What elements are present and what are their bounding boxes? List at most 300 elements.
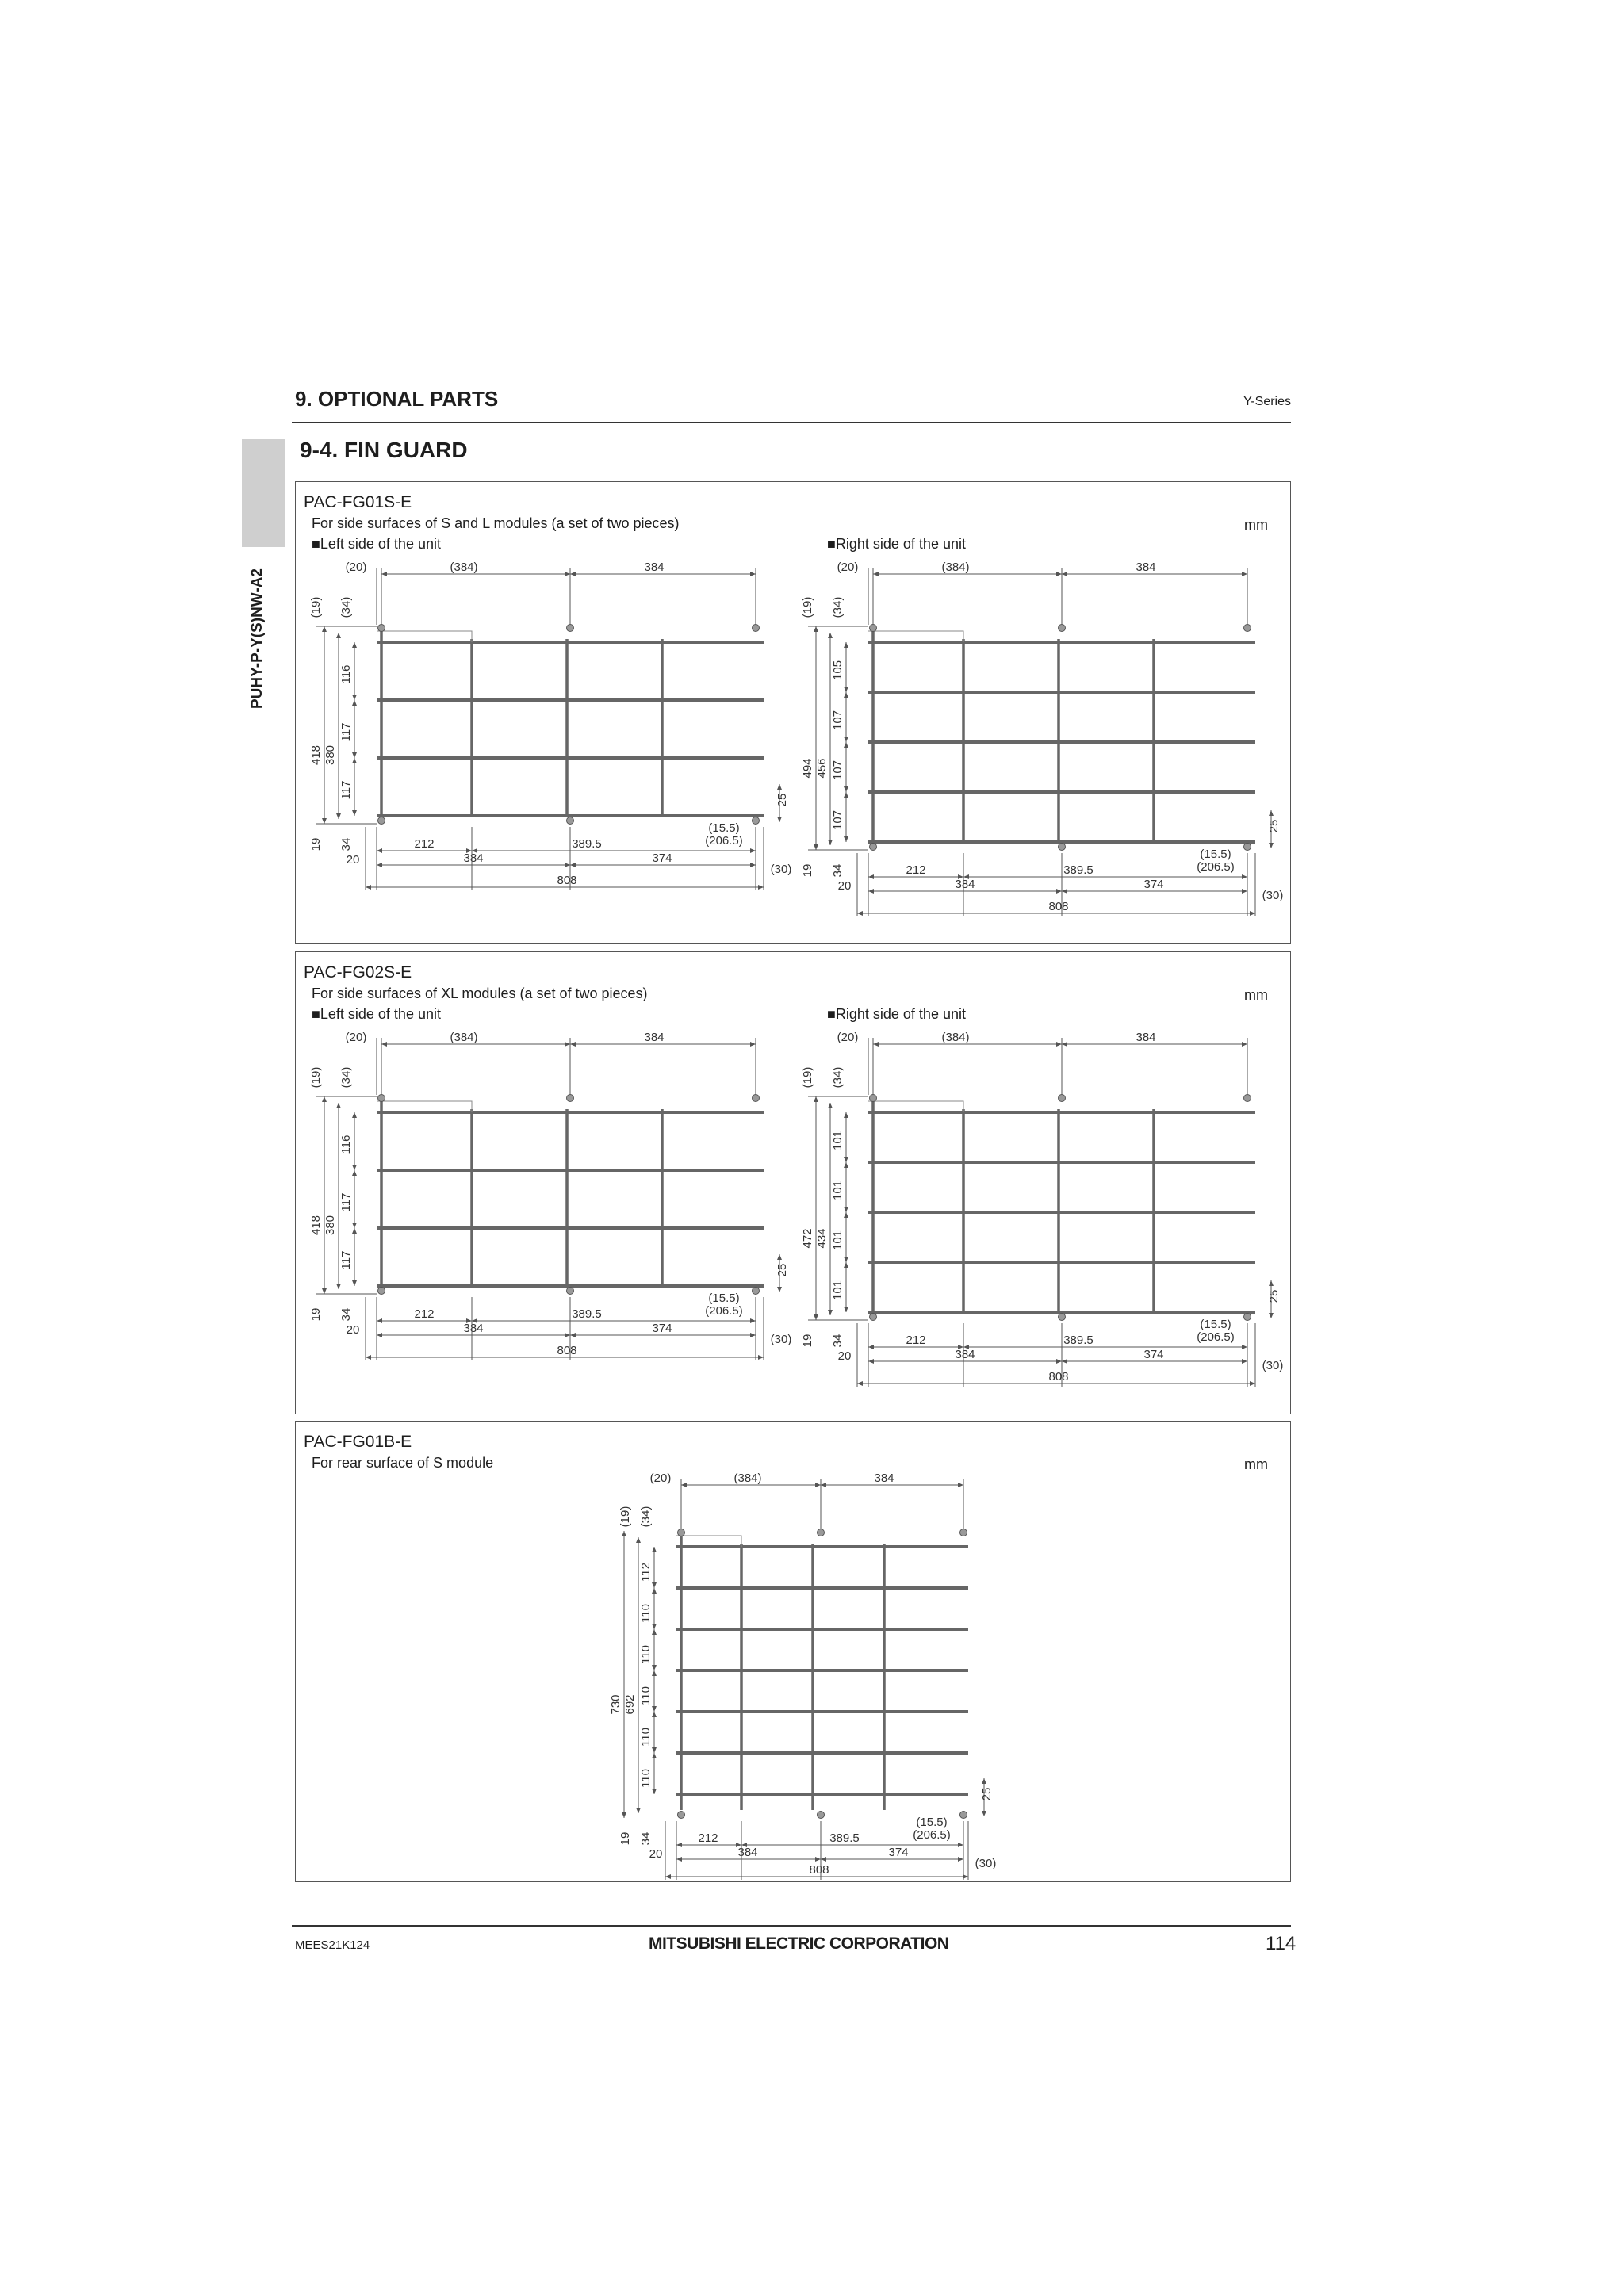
- dim-row-pitch: 117: [339, 1192, 353, 1212]
- arrow-head: [636, 1537, 641, 1543]
- dim-v-bot-b: 34: [831, 1334, 845, 1348]
- dim-212: 212: [698, 1831, 718, 1845]
- arrow-head: [1242, 1345, 1247, 1349]
- arrow-head: [758, 1355, 764, 1360]
- dim-389-5: 389.5: [1063, 863, 1094, 877]
- arrow-head: [1242, 874, 1247, 879]
- arrow-head: [758, 885, 764, 890]
- mounting-ring: [870, 844, 877, 851]
- arrow-head: [352, 1280, 357, 1286]
- arrow-head: [352, 1228, 357, 1234]
- arrow-head: [570, 1333, 576, 1337]
- arrow-head: [844, 786, 848, 792]
- arrow-head: [652, 1789, 657, 1794]
- arrow-head: [652, 1706, 657, 1712]
- fin-guard-drawings: [296, 1422, 1290, 1881]
- dim-20: 20: [837, 879, 852, 893]
- dim-row-pitch: 117: [339, 780, 353, 800]
- dim-inner-height: 692: [623, 1694, 637, 1715]
- arrow-head: [352, 700, 357, 706]
- dim-top-span: 384: [1136, 561, 1156, 574]
- arrow-head: [565, 1042, 570, 1047]
- dim-v-top-a: (19): [619, 1506, 632, 1528]
- arrow-head: [750, 1333, 756, 1337]
- dim-206-5: (206.5): [1197, 860, 1235, 874]
- arrow-head: [352, 1170, 357, 1176]
- dim-15-5: (15.5): [916, 1816, 948, 1829]
- guard-outline: [377, 1101, 472, 1112]
- mounting-ring: [567, 817, 574, 825]
- arrow-head: [777, 1287, 782, 1292]
- arrow-head: [868, 1345, 874, 1349]
- mounting-ring: [1059, 1095, 1066, 1102]
- arrow-head: [828, 1310, 833, 1315]
- dim-206-5: (206.5): [913, 1828, 951, 1842]
- dim-top-offset: (20): [837, 561, 859, 574]
- header-rule: [292, 422, 1291, 423]
- dim-row-pitch: 105: [831, 660, 845, 681]
- arrow-head: [352, 1223, 357, 1228]
- dim-overall-height: 472: [801, 1228, 814, 1249]
- arrow-head: [352, 752, 357, 758]
- dim-30: (30): [770, 1333, 792, 1346]
- arrow-head: [352, 695, 357, 700]
- dim-374: 374: [652, 851, 672, 865]
- dim-row-pitch: 110: [639, 1604, 653, 1623]
- arrow-head: [844, 1112, 848, 1118]
- arrow-head: [366, 885, 371, 890]
- arrow-head: [750, 848, 756, 853]
- mounting-ring: [567, 1288, 574, 1295]
- arrow-head: [1056, 1042, 1062, 1047]
- dim-v-top-b: (34): [831, 1066, 845, 1089]
- dim-808: 808: [557, 1344, 577, 1357]
- dim-v-top-a: (19): [309, 1066, 323, 1089]
- dim-overall-height: 418: [309, 744, 323, 766]
- arrow-head: [814, 844, 818, 850]
- section-title: 9. OPTIONAL PARTS: [295, 387, 499, 411]
- mounting-ring: [567, 1095, 574, 1102]
- dim-overall-height: 494: [801, 758, 814, 779]
- dim-row-pitch: 110: [639, 1686, 653, 1705]
- arrow-head: [1056, 1359, 1062, 1364]
- arrow-head: [1242, 1042, 1247, 1047]
- arrow-head: [1242, 889, 1247, 894]
- arrow-head: [814, 1314, 818, 1320]
- subsection-title: 9-4. FIN GUARD: [300, 438, 468, 462]
- arrow-head: [652, 1588, 657, 1594]
- dim-top-span: 384: [644, 561, 665, 574]
- panel-description: For side surfaces of S and L modules (a set of two pieces): [312, 515, 680, 531]
- dim-inner-height: 380: [324, 744, 337, 766]
- dim-row-pitch: 101: [831, 1130, 845, 1151]
- dim-v-bot-b: 34: [831, 863, 845, 878]
- mounting-ring: [870, 1095, 877, 1102]
- dim-374: 374: [652, 1322, 672, 1335]
- mounting-ring: [1244, 1314, 1251, 1321]
- left-side-label: ■Left side of the unit: [312, 1006, 441, 1022]
- dim-row-pitch: 101: [831, 1180, 845, 1201]
- arrow-head: [1062, 889, 1067, 894]
- mounting-ring: [1244, 625, 1251, 632]
- dim-389-5: 389.5: [829, 1831, 860, 1845]
- mounting-ring: [870, 625, 877, 632]
- arrow-head: [352, 642, 357, 648]
- dim-15-5: (15.5): [1200, 1318, 1231, 1331]
- arrow-head: [652, 1753, 657, 1758]
- arrow-head: [652, 1629, 657, 1635]
- arrow-head: [1269, 1313, 1274, 1318]
- arrow-head: [565, 863, 570, 867]
- arrow-head: [844, 1162, 848, 1168]
- arrow-head: [844, 692, 848, 698]
- arrow-head: [1269, 1280, 1274, 1286]
- arrow-head: [652, 1712, 657, 1717]
- arrow-head: [844, 836, 848, 842]
- arrow-head: [844, 687, 848, 692]
- arrow-head: [857, 1381, 863, 1386]
- arrow-head: [1269, 843, 1274, 848]
- unit-label: mm: [1244, 987, 1268, 1003]
- arrow-head: [366, 1355, 371, 1360]
- dim-v-bot-b: 34: [639, 1831, 653, 1846]
- dim-side-25: 25: [776, 1263, 789, 1277]
- arrow-head: [322, 1096, 327, 1102]
- page-number: 114: [1266, 1933, 1297, 1954]
- corporation-name: MITSUBISHI ELECTRIC CORPORATION: [649, 1934, 949, 1953]
- dim-top-gap: (384): [450, 561, 478, 574]
- unit-label: mm: [1244, 1456, 1268, 1472]
- series-label: Y-Series: [1243, 395, 1291, 408]
- arrow-head: [377, 1333, 382, 1337]
- dim-row-pitch: 117: [339, 1250, 353, 1270]
- mounting-ring: [678, 1529, 685, 1536]
- arrow-head: [1062, 572, 1067, 576]
- arrow-head: [652, 1547, 657, 1552]
- dim-30: (30): [1262, 889, 1284, 902]
- dim-top-offset: (20): [837, 1031, 859, 1044]
- dim-808: 808: [557, 874, 577, 887]
- arrow-head: [652, 1624, 657, 1629]
- dim-overall-height: 730: [609, 1694, 622, 1715]
- dim-side-25: 25: [776, 793, 789, 807]
- arrow-head: [565, 572, 570, 576]
- dim-top-gap: (384): [450, 1031, 478, 1044]
- dim-808: 808: [1048, 900, 1069, 913]
- arrow-head: [352, 1165, 357, 1170]
- arrow-head: [377, 848, 382, 853]
- dim-389-5: 389.5: [572, 1307, 602, 1321]
- arrow-head: [958, 1483, 963, 1487]
- dim-v-bot-b: 34: [339, 1307, 353, 1322]
- dim-top-span: 384: [874, 1471, 894, 1485]
- dim-30: (30): [975, 1857, 997, 1870]
- dim-v-bot-a: 19: [801, 1334, 814, 1348]
- dim-row-pitch: 116: [339, 1135, 353, 1154]
- arrow-head: [570, 572, 576, 576]
- dim-row-pitch: 107: [831, 760, 845, 781]
- dim-top-span: 384: [644, 1031, 665, 1044]
- arrow-head: [681, 1483, 687, 1487]
- dim-384: 384: [955, 1348, 975, 1361]
- mounting-ring: [378, 1288, 385, 1295]
- dim-v-top-b: (34): [339, 596, 353, 618]
- dim-206-5: (206.5): [1197, 1330, 1235, 1344]
- dim-overall-height: 418: [309, 1215, 323, 1236]
- dim-v-bot-a: 19: [309, 1307, 323, 1322]
- arrow-head: [868, 874, 874, 879]
- dim-v-bot-b: 34: [339, 837, 353, 851]
- left-side-label: ■Left side of the unit: [312, 536, 441, 552]
- arrow-head: [815, 1857, 821, 1862]
- mounting-ring: [753, 1095, 760, 1102]
- mounting-ring: [1244, 1095, 1251, 1102]
- mounting-ring: [753, 625, 760, 632]
- arrow-head: [570, 1042, 576, 1047]
- arrow-head: [676, 1843, 682, 1847]
- mounting-ring: [960, 1529, 967, 1536]
- arrow-head: [750, 572, 756, 576]
- dim-30: (30): [1262, 1359, 1284, 1372]
- mounting-ring: [1059, 625, 1066, 632]
- dim-row-pitch: 101: [831, 1280, 845, 1301]
- arrow-head: [676, 1857, 682, 1862]
- dim-15-5: (15.5): [1200, 848, 1231, 861]
- document-code: MEES21K124: [295, 1938, 370, 1952]
- arrow-head: [844, 792, 848, 798]
- arrow-head: [777, 784, 782, 790]
- dim-side-25: 25: [980, 1787, 994, 1801]
- arrow-head: [750, 1318, 756, 1323]
- mounting-ring: [753, 817, 760, 825]
- dim-inner-height: 456: [815, 758, 829, 779]
- arrow-head: [1250, 911, 1255, 916]
- arrow-head: [844, 1262, 848, 1268]
- arrow-head: [565, 1333, 570, 1337]
- dim-374: 374: [1143, 1348, 1164, 1361]
- panel-fg02s: [295, 951, 1291, 1414]
- guard-outline: [868, 631, 963, 642]
- arrow-head: [1062, 1359, 1067, 1364]
- mounting-ring: [378, 625, 385, 632]
- arrow-head: [336, 1103, 341, 1108]
- dim-384: 384: [463, 851, 484, 865]
- side-tab: [242, 439, 285, 547]
- arrow-head: [844, 642, 848, 648]
- unit-label: mm: [1244, 517, 1268, 533]
- arrow-head: [844, 1207, 848, 1212]
- arrow-head: [665, 1874, 671, 1879]
- arrow-head: [777, 1254, 782, 1260]
- arrow-head: [750, 1042, 756, 1047]
- mounting-ring: [1059, 844, 1066, 851]
- mounting-ring: [818, 1812, 825, 1819]
- arrow-head: [857, 911, 863, 916]
- arrow-head: [1242, 1359, 1247, 1364]
- dim-row-pitch: 101: [831, 1230, 845, 1251]
- mounting-ring: [567, 625, 574, 632]
- arrow-head: [652, 1670, 657, 1676]
- arrow-head: [322, 818, 327, 824]
- dim-212: 212: [414, 1307, 435, 1321]
- arrow-head: [377, 1318, 382, 1323]
- dim-v-top-a: (19): [309, 596, 323, 618]
- dim-206-5: (206.5): [705, 1304, 743, 1318]
- mounting-ring: [870, 1314, 877, 1321]
- dim-v-top-b: (34): [831, 596, 845, 618]
- dim-v-bot-a: 19: [801, 863, 814, 878]
- arrow-head: [982, 1778, 986, 1784]
- arrow-head: [821, 1483, 826, 1487]
- arrow-head: [982, 1811, 986, 1816]
- fin-guard-drawings: [296, 952, 1290, 1414]
- arrow-head: [652, 1747, 657, 1753]
- dim-v-top-b: (34): [639, 1506, 653, 1528]
- arrow-head: [844, 737, 848, 742]
- arrow-head: [958, 1843, 963, 1847]
- dim-20: 20: [346, 1323, 360, 1337]
- arrow-head: [821, 1857, 826, 1862]
- dim-374: 374: [1143, 878, 1164, 891]
- arrow-head: [336, 633, 341, 638]
- dim-row-pitch: 110: [639, 1769, 653, 1788]
- dim-212: 212: [906, 1334, 926, 1347]
- arrow-head: [750, 863, 756, 867]
- dim-30: (30): [770, 863, 792, 876]
- dim-top-offset: (20): [345, 561, 367, 574]
- arrow-head: [622, 1812, 626, 1818]
- dim-v-top-a: (19): [801, 1066, 814, 1089]
- dim-20: 20: [837, 1349, 852, 1363]
- panel-fg01b: [295, 1421, 1291, 1882]
- arrow-head: [828, 633, 833, 638]
- arrow-head: [570, 863, 576, 867]
- dim-v-bot-a: 19: [619, 1831, 632, 1846]
- dim-row-pitch: 107: [831, 710, 845, 731]
- arrow-head: [1269, 810, 1274, 816]
- dim-row-pitch: 110: [639, 1645, 653, 1664]
- arrow-head: [652, 1582, 657, 1588]
- guard-outline: [377, 631, 472, 642]
- arrow-head: [322, 626, 327, 632]
- panel-fg01s: [295, 481, 1291, 944]
- arrow-head: [336, 1284, 341, 1289]
- arrow-head: [322, 1288, 327, 1294]
- dim-384: 384: [737, 1846, 758, 1859]
- dim-206-5: (206.5): [705, 834, 743, 848]
- arrow-head: [1250, 1381, 1255, 1386]
- dim-top-offset: (20): [345, 1031, 367, 1044]
- dim-v-top-a: (19): [801, 596, 814, 618]
- arrow-head: [1242, 572, 1247, 576]
- dim-top-gap: (384): [941, 1031, 970, 1044]
- dim-side-25: 25: [1267, 1289, 1281, 1303]
- fin-guard-drawings: [296, 482, 1290, 943]
- dim-v-bot-a: 19: [309, 837, 323, 851]
- model-name: PAC-FG02S-E: [304, 963, 412, 982]
- arrow-head: [777, 817, 782, 822]
- dim-row-pitch: 107: [831, 809, 845, 831]
- arrow-head: [844, 1307, 848, 1312]
- mounting-ring: [378, 817, 385, 825]
- mounting-ring: [1059, 1314, 1066, 1321]
- arrow-head: [828, 1103, 833, 1108]
- dim-top-offset: (20): [649, 1471, 672, 1485]
- dim-374: 374: [888, 1846, 909, 1859]
- dim-row-pitch: 117: [339, 722, 353, 742]
- panel-description: For side surfaces of XL modules (a set of two pieces): [312, 985, 648, 1001]
- arrow-head: [352, 758, 357, 763]
- arrow-head: [828, 840, 833, 845]
- dim-389-5: 389.5: [1063, 1334, 1094, 1347]
- dim-15-5: (15.5): [708, 821, 740, 835]
- mounting-ring: [818, 1529, 825, 1536]
- arrow-head: [815, 1483, 821, 1487]
- arrow-head: [377, 863, 382, 867]
- panel-description: For rear surface of S module: [312, 1455, 494, 1471]
- arrow-head: [622, 1531, 626, 1536]
- arrow-head: [844, 742, 848, 748]
- mounting-ring: [378, 1095, 385, 1102]
- arrow-head: [844, 1257, 848, 1262]
- dim-row-pitch: 116: [339, 664, 353, 684]
- guard-outline: [676, 1536, 741, 1547]
- arrow-head: [381, 572, 387, 576]
- dim-384: 384: [463, 1322, 484, 1335]
- model-name: PAC-FG01B-E: [304, 1433, 412, 1451]
- dim-side-25: 25: [1267, 819, 1281, 833]
- dim-top-span: 384: [1136, 1031, 1156, 1044]
- arrow-head: [352, 1112, 357, 1118]
- dim-808: 808: [809, 1863, 829, 1877]
- dim-389-5: 389.5: [572, 837, 602, 851]
- arrow-head: [873, 1042, 879, 1047]
- mounting-ring: [960, 1812, 967, 1819]
- arrow-head: [381, 1042, 387, 1047]
- dim-row-pitch: 110: [639, 1728, 653, 1747]
- model-name: PAC-FG01S-E: [304, 493, 412, 511]
- right-side-label: ■Right side of the unit: [827, 1006, 966, 1022]
- arrow-head: [652, 1665, 657, 1670]
- arrow-head: [352, 810, 357, 816]
- mounting-ring: [678, 1812, 685, 1819]
- dim-15-5: (15.5): [708, 1292, 740, 1305]
- dim-inner-height: 434: [815, 1228, 829, 1249]
- dim-808: 808: [1048, 1370, 1069, 1383]
- dim-row-pitch: 112: [639, 1563, 653, 1582]
- dim-384: 384: [955, 878, 975, 891]
- arrow-head: [873, 572, 879, 576]
- arrow-head: [844, 1157, 848, 1162]
- arrow-head: [1056, 572, 1062, 576]
- dim-inner-height: 380: [324, 1215, 337, 1236]
- dim-20: 20: [346, 853, 360, 867]
- arrow-head: [1056, 889, 1062, 894]
- mounting-ring: [753, 1288, 760, 1295]
- guard-outline: [868, 1101, 963, 1112]
- dim-212: 212: [414, 837, 435, 851]
- arrow-head: [814, 1096, 818, 1102]
- footer-rule: [292, 1925, 1291, 1927]
- mounting-ring: [1244, 844, 1251, 851]
- right-side-label: ■Right side of the unit: [827, 536, 966, 552]
- arrow-head: [844, 1212, 848, 1218]
- arrow-head: [868, 889, 874, 894]
- dim-v-top-b: (34): [339, 1066, 353, 1089]
- dim-212: 212: [906, 863, 926, 877]
- dim-top-gap: (384): [733, 1471, 762, 1485]
- arrow-head: [958, 1857, 963, 1862]
